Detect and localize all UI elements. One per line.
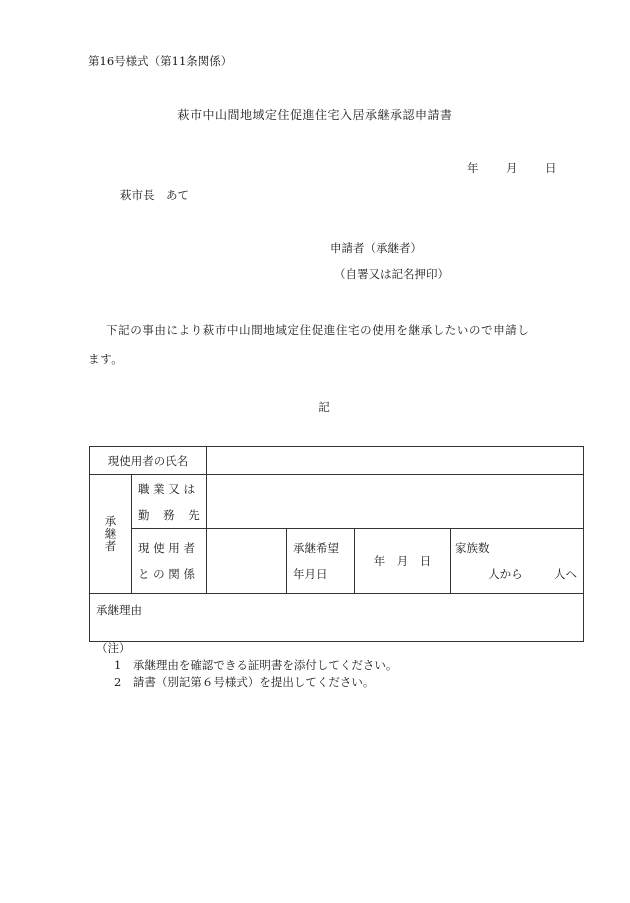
notes — [96, 640, 397, 691]
note-item-1: 1 承継理由を確認できる証明書を添付してください。 — [114, 658, 398, 672]
family-to-label: 人へ — [554, 567, 577, 581]
application-table — [89, 446, 584, 642]
document-title: 萩市中山間地域定住促進住宅入居承継承認申請書 — [177, 108, 453, 122]
current-user-name-field[interactable] — [207, 447, 584, 475]
current-user-name-label: 現使用者の氏名 — [90, 447, 207, 475]
family-count-label: 家族数 — [455, 541, 490, 555]
notes-header: （注） — [96, 641, 131, 655]
successor-label: 承継者 — [103, 515, 118, 553]
relation-label-line1: 現 使 用 者 — [138, 541, 195, 555]
occupation-label-line2: 勤 務 先 — [138, 507, 205, 522]
desired-date-label-line2: 年月日 — [293, 567, 328, 581]
successor-label-cell — [90, 475, 132, 594]
succession-reason-field[interactable] — [90, 594, 584, 642]
desired-date-label-line1: 承継希望 — [293, 541, 339, 555]
date-day-label: 日 — [545, 161, 557, 175]
desired-date-field[interactable]: 年 月 日 — [355, 529, 451, 594]
addressee: 萩市長 あて — [120, 188, 189, 202]
relation-field[interactable] — [207, 529, 287, 594]
family-from-label: 人から — [488, 567, 523, 581]
ki-heading: 記 — [318, 400, 330, 414]
relation-label — [132, 529, 207, 594]
signature-note: （自署又は記名押印） — [334, 267, 449, 281]
body-text-line1: 下記の事由により萩市中山間地域定住促進住宅の使用を継承したいので申請し — [106, 323, 530, 337]
note-item-2: 2 請書（別記第６号様式）を提出してください。 — [114, 675, 375, 689]
family-count-cell[interactable] — [451, 529, 584, 594]
succession-reason-label: 承継理由 — [96, 603, 142, 617]
date-month-label: 月 — [506, 161, 518, 175]
applicant-label: 申請者（承継者） — [330, 241, 422, 255]
body-text — [88, 316, 588, 374]
relation-label-line2: と の 関 係 — [138, 567, 195, 581]
body-text-line2: ます。 — [88, 352, 124, 366]
occupation-label — [132, 475, 207, 529]
form-number: 第16号様式（第11条関係） — [88, 54, 233, 68]
desired-date-label — [287, 529, 355, 594]
occupation-field[interactable] — [207, 475, 584, 529]
occupation-label-line1: 職 業 又 は — [138, 481, 195, 496]
family-count-values — [455, 561, 579, 587]
date-year-label: 年 — [467, 161, 479, 175]
